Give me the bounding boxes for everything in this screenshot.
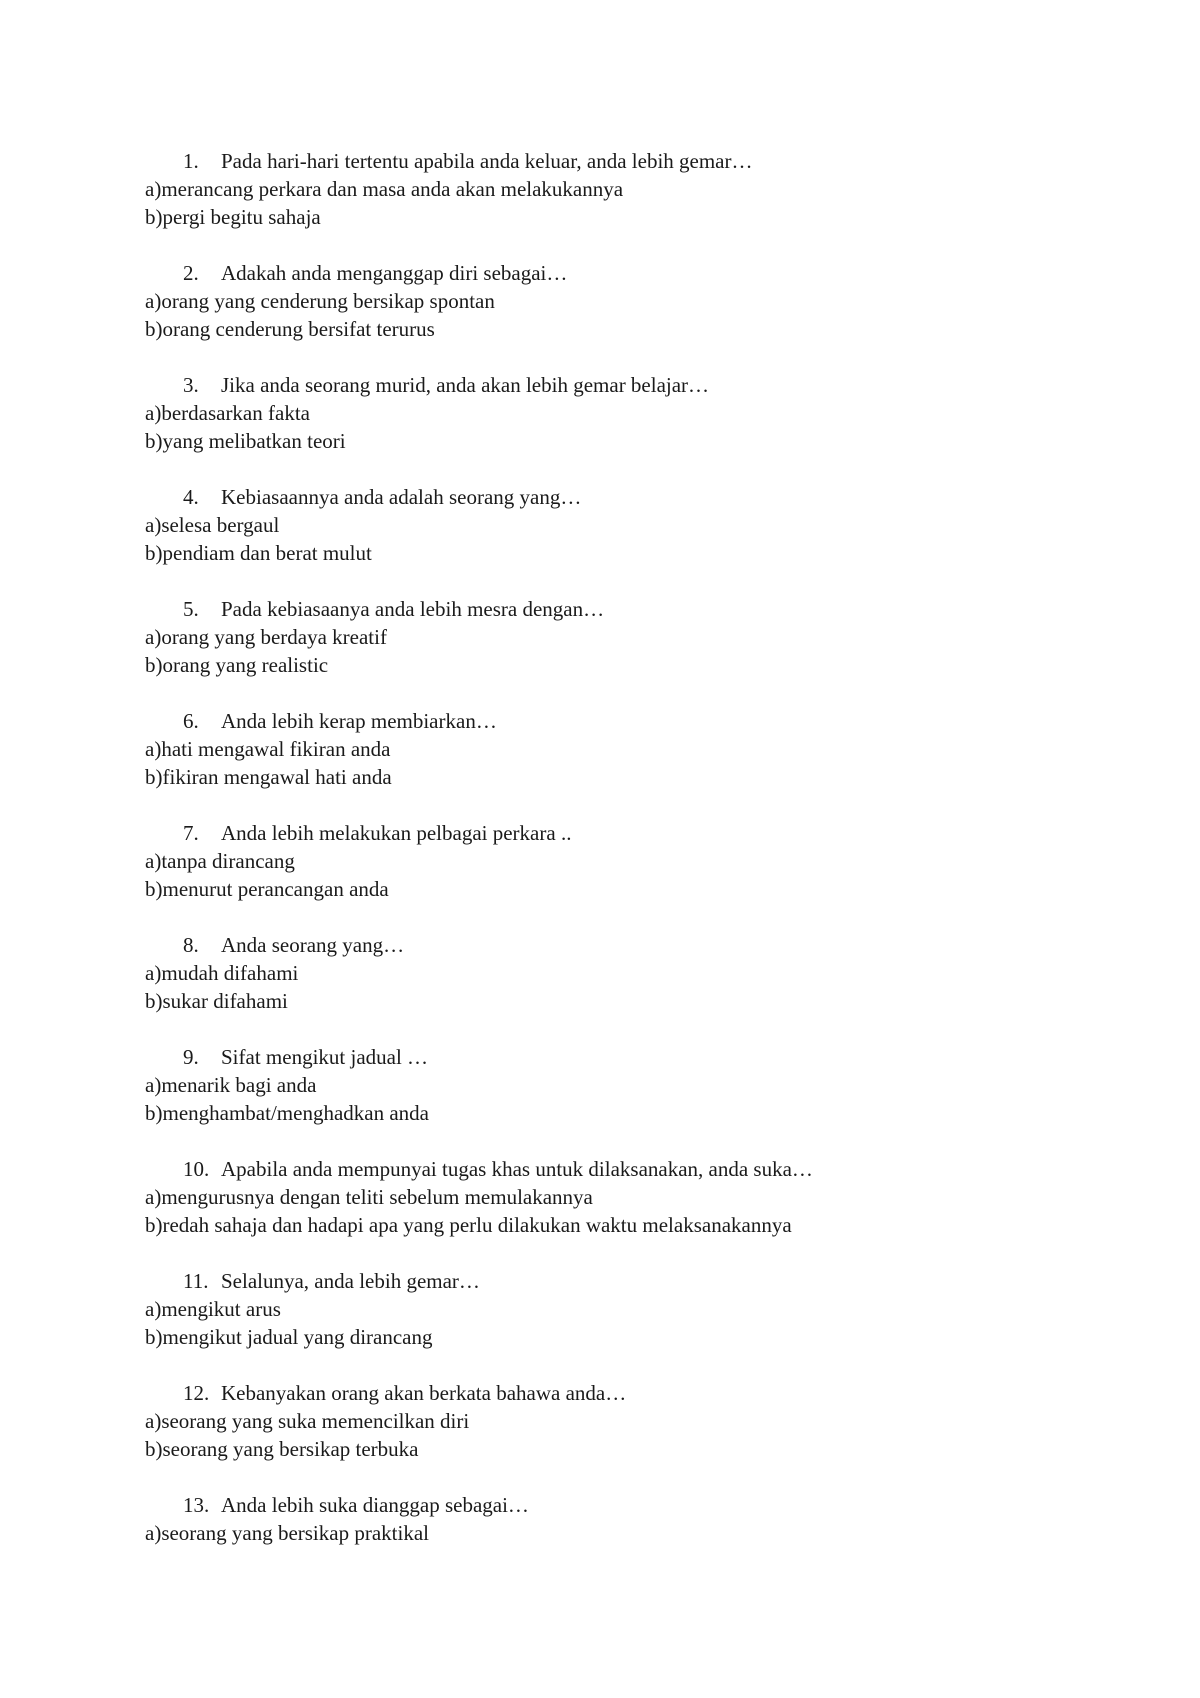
question-text: Adakah anda menganggap diri sebagai… xyxy=(221,261,568,285)
question-item xyxy=(145,1491,1145,1547)
option-b: b)pendiam dan berat mulut xyxy=(145,541,372,565)
question-item xyxy=(145,1379,1145,1463)
option-b: b)yang melibatkan teori xyxy=(145,429,346,453)
question-line xyxy=(145,1267,1145,1295)
option-b: b)mengikut jadual yang dirancang xyxy=(145,1325,433,1349)
option-a: a)merancang perkara dan masa anda akan melakukannya xyxy=(145,177,624,201)
option-b: b)fikiran mengawal hati anda xyxy=(145,765,392,789)
question-text: Anda lebih melakukan pelbagai perkara .. xyxy=(221,821,572,845)
question-line xyxy=(145,819,1145,847)
question-item xyxy=(145,931,1145,1015)
question-number: 1. xyxy=(183,149,199,173)
question-number: 3. xyxy=(183,373,199,397)
question-item xyxy=(145,483,1145,567)
option-b: b)sukar difahami xyxy=(145,989,288,1013)
option-a: a)menarik bagi anda xyxy=(145,1073,317,1097)
question-number: 6. xyxy=(183,709,199,733)
option-a: a)orang yang cenderung bersikap spontan xyxy=(145,289,495,313)
question-item xyxy=(145,1043,1145,1127)
option-a: a)seorang yang bersikap praktikal xyxy=(145,1521,429,1545)
question-line xyxy=(145,371,1145,399)
option-b: b)pergi begitu sahaja xyxy=(145,205,321,229)
option-a: a)mengurusnya dengan teliti sebelum memulakannya xyxy=(145,1185,593,1209)
option-a: a)seorang yang suka memencilkan diri xyxy=(145,1409,470,1433)
question-text: Selalunya, anda lebih gemar… xyxy=(221,1269,480,1293)
question-number: 5. xyxy=(183,597,199,621)
option-a: a)hati mengawal fikiran anda xyxy=(145,737,391,761)
option-a: a)tanpa dirancang xyxy=(145,849,295,873)
question-line xyxy=(145,1155,1145,1183)
question-text: Kebanyakan orang akan berkata bahawa anda… xyxy=(221,1381,627,1405)
question-line xyxy=(145,1491,1145,1519)
question-line xyxy=(145,595,1145,623)
question-item xyxy=(145,819,1145,903)
question-item xyxy=(145,1155,1145,1239)
question-number: 13. xyxy=(183,1493,210,1517)
question-item xyxy=(145,595,1145,679)
option-b: b)menghambat/menghadkan anda xyxy=(145,1101,429,1125)
option-a: a)mengikut arus xyxy=(145,1297,281,1321)
option-a: a)selesa bergaul xyxy=(145,513,280,537)
question-item xyxy=(145,371,1145,455)
question-text: Anda lebih suka dianggap sebagai… xyxy=(221,1493,529,1517)
question-text: Anda lebih kerap membiarkan… xyxy=(221,709,497,733)
option-b: b)orang cenderung bersifat terurus xyxy=(145,317,435,341)
question-line xyxy=(145,483,1145,511)
question-line xyxy=(145,259,1145,287)
question-text: Pada hari-hari tertentu apabila anda keluar, anda lebih gemar… xyxy=(221,149,753,173)
question-number: 11. xyxy=(183,1269,209,1293)
question-number: 7. xyxy=(183,821,199,845)
question-item xyxy=(145,1267,1145,1351)
question-number: 4. xyxy=(183,485,199,509)
question-line xyxy=(145,931,1145,959)
question-line xyxy=(145,1379,1145,1407)
question-line xyxy=(145,707,1145,735)
question-text: Jika anda seorang murid, anda akan lebih gemar belajar… xyxy=(221,373,710,397)
question-text: Pada kebiasaanya anda lebih mesra dengan… xyxy=(221,597,605,621)
option-b: b)redah sahaja dan hadapi apa yang perlu dilakukan waktu melaksanakannya xyxy=(145,1213,792,1237)
question-text: Kebiasaannya anda adalah seorang yang… xyxy=(221,485,582,509)
option-b: b)orang yang realistic xyxy=(145,653,329,677)
question-number: 8. xyxy=(183,933,199,957)
question-number: 2. xyxy=(183,261,199,285)
question-number: 9. xyxy=(183,1045,199,1069)
option-a: a)berdasarkan fakta xyxy=(145,401,310,425)
question-item xyxy=(145,259,1145,343)
question-number: 10. xyxy=(183,1157,210,1181)
option-b: b)menurut perancangan anda xyxy=(145,877,389,901)
question-text: Anda seorang yang… xyxy=(221,933,405,957)
question-item xyxy=(145,707,1145,791)
option-a: a)orang yang berdaya kreatif xyxy=(145,625,387,649)
question-line xyxy=(145,1043,1145,1071)
question-text: Sifat mengikut jadual … xyxy=(221,1045,429,1069)
question-list xyxy=(145,147,1145,1575)
question-number: 12. xyxy=(183,1381,210,1405)
option-b: b)seorang yang bersikap terbuka xyxy=(145,1437,419,1461)
question-item xyxy=(145,147,1145,231)
question-text: Apabila anda mempunyai tugas khas untuk dilaksanakan, anda suka… xyxy=(221,1157,813,1181)
option-a: a)mudah difahami xyxy=(145,961,299,985)
question-line xyxy=(145,147,1145,175)
